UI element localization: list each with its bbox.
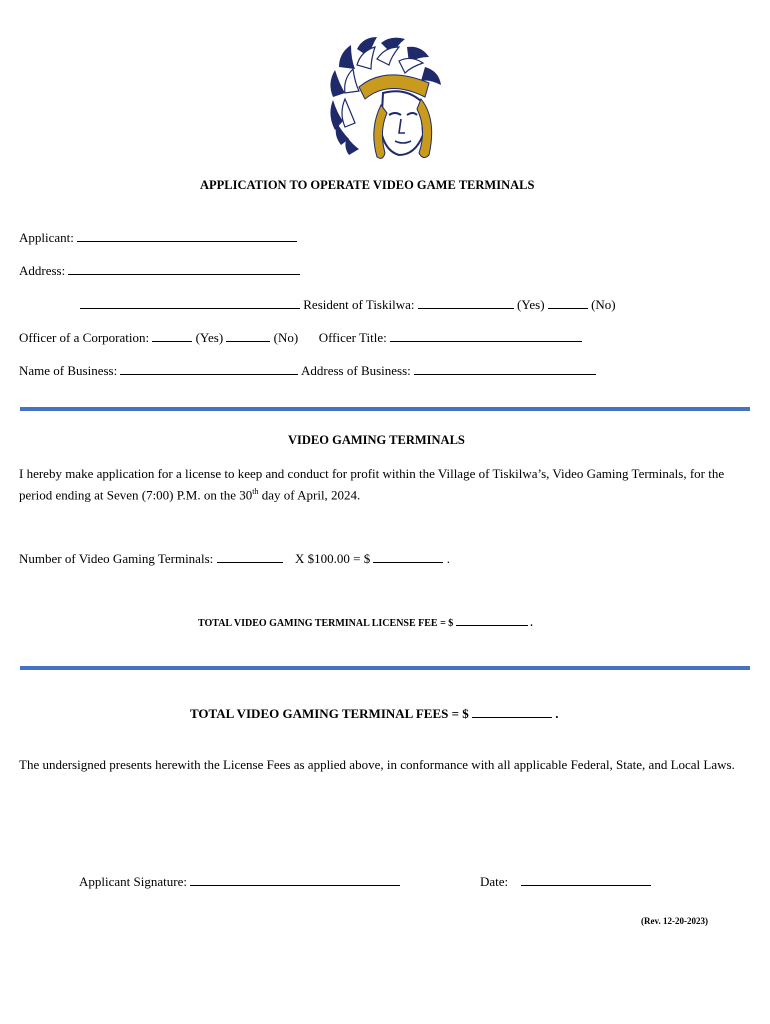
section-divider	[20, 407, 750, 411]
applicant-label: Applicant:	[19, 230, 74, 245]
applicant-input[interactable]	[77, 229, 297, 242]
resident-yes-input[interactable]	[418, 296, 514, 309]
revision-note: (Rev. 12-20-2023)	[641, 916, 708, 926]
date-row	[480, 873, 651, 890]
signature-label: Applicant Signature:	[79, 874, 187, 889]
section-divider-2	[20, 666, 750, 670]
terminals-period: .	[446, 551, 450, 566]
signature-input[interactable]	[190, 873, 400, 886]
officer-yes-input[interactable]	[152, 329, 192, 342]
address-label: Address:	[19, 263, 66, 278]
resident-label: Resident of Tiskilwa:	[303, 297, 415, 312]
terminals-row	[19, 550, 450, 567]
officer-title-label: Officer Title:	[318, 330, 387, 345]
officer-row	[19, 329, 582, 346]
total-fees-label: TOTAL VIDEO GAMING TERMINAL FEES = $	[190, 706, 469, 721]
officer-no-input[interactable]	[226, 329, 270, 342]
business-address-input[interactable]	[414, 362, 596, 375]
indian-chief-logo	[325, 35, 445, 163]
application-statement	[19, 465, 754, 504]
terminals-count-label: Number of Video Gaming Terminals:	[19, 551, 214, 566]
license-fee-period: .	[530, 618, 533, 629]
signature-row	[79, 873, 400, 890]
date-input[interactable]	[521, 873, 651, 886]
resident-yes-label: (Yes)	[517, 297, 545, 312]
section-title: VIDEO GAMING TERMINALS	[288, 433, 465, 447]
officer-yes-label: (Yes)	[195, 330, 224, 345]
business-name-input[interactable]	[120, 362, 298, 375]
application-text-sup: th	[252, 487, 259, 496]
address-row	[19, 262, 300, 279]
undersigned-statement: The undersigned presents herewith the License Fees as applied above, in conformance with all applicable Federal, State, and Local Laws.	[19, 757, 735, 772]
officer-title-input[interactable]	[390, 329, 582, 342]
license-fee-input[interactable]	[456, 615, 528, 626]
terminals-count-input[interactable]	[217, 550, 283, 563]
business-name-label: Name of Business:	[19, 363, 118, 378]
license-fee-row	[198, 615, 533, 629]
resident-no-label: (No)	[591, 297, 616, 312]
address-input[interactable]	[68, 262, 300, 275]
resident-no-input[interactable]	[548, 296, 588, 309]
license-fee-label: TOTAL VIDEO GAMING TERMINAL LICENSE FEE = $	[198, 618, 454, 629]
business-row	[19, 362, 596, 379]
terminals-subtotal-input[interactable]	[373, 550, 443, 563]
application-text-part1: I hereby make application for a license to keep and conduct for profit within the Village of Tiskilwa’s, Video Gaming Terminals, for the period ending at Seven (7:00) P.M. on the 30	[19, 466, 725, 503]
officer-no-label: (No)	[273, 330, 299, 345]
total-fees-period: .	[555, 706, 559, 721]
business-address-label: Address of Business:	[301, 363, 411, 378]
form-title: APPLICATION TO OPERATE VIDEO GAME TERMINALS	[200, 178, 535, 192]
date-label: Date:	[480, 874, 509, 889]
officer-corp-label: Officer of a Corporation:	[19, 330, 150, 345]
application-text-part2: day of April, 2024.	[258, 487, 361, 503]
applicant-row	[19, 229, 297, 246]
total-fees-row	[190, 705, 559, 722]
resident-name-input[interactable]	[80, 296, 300, 309]
resident-row	[80, 296, 616, 313]
total-fees-input[interactable]	[472, 705, 552, 718]
terminals-multiplier: X $100.00 = $	[295, 551, 371, 566]
